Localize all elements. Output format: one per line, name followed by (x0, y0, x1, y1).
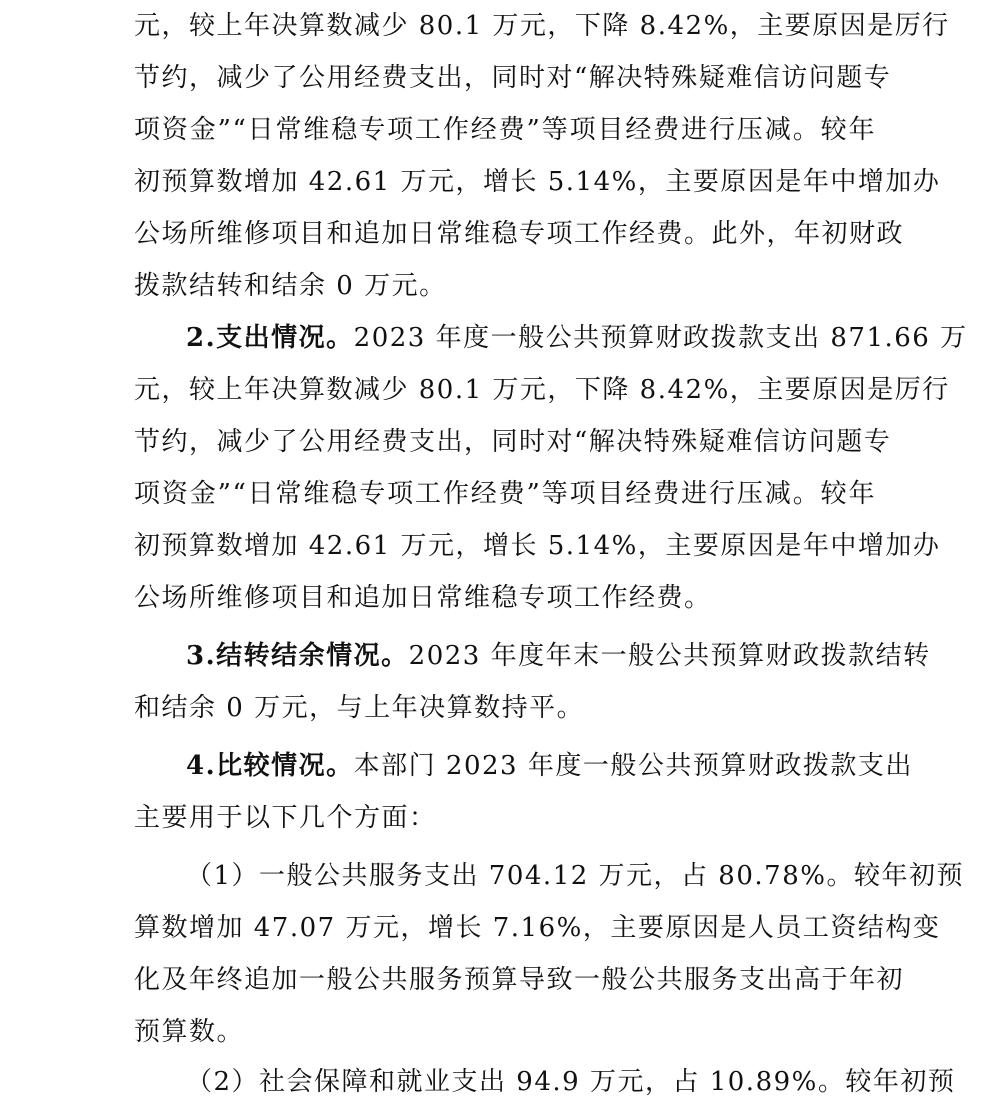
text-line (134, 312, 968, 364)
text-line: 元，较上年决算数减少 80.1 万元，下降 8.42%，主要原因是厉行 (134, 11, 950, 41)
text-line: 项资金”“日常维稳专项工作经费”等项目经费进行压减。较年 (134, 479, 876, 509)
text-line: 公场所维修项目和追加日常维稳专项工作经费。 (134, 583, 712, 613)
text-line: 节约，减少了公用经费支出，同时对“解决特殊疑难信访问题专 (134, 427, 892, 457)
text-line: （2）社会保障和就业支出 94.9 万元，占 10.89%。较年初预 (186, 1067, 956, 1097)
text-line: 预算数。 (134, 1017, 245, 1047)
text-line: 初预算数增加 42.61 万元，增长 5.14%，主要原因是年中增加办 (134, 531, 941, 561)
text-line: 项资金”“日常维稳专项工作经费”等项目经费进行压减。较年 (134, 115, 876, 145)
text-run: 2023 年度一般公共预算财政拨款支出 871.66 万 (353, 323, 968, 353)
text-line (134, 740, 913, 792)
text-line: 初预算数增加 42.61 万元，增长 5.14%，主要原因是年中增加办 (134, 167, 941, 197)
text-line: （1）一般公共服务支出 704.12 万元，占 80.78%。较年初预 (186, 861, 964, 891)
text-line: 公场所维修项目和追加日常维稳专项工作经费。此外，年初财政 (134, 219, 905, 249)
text-line: 主要用于以下几个方面： (134, 803, 437, 833)
text-run: 本部门 2023 年度一般公共预算财政拨款支出 (353, 751, 913, 781)
section-heading-comparison: 4.比较情况。 (186, 751, 354, 781)
text-run: 2023 年度年末一般公共预算财政拨款结转 (408, 641, 931, 671)
text-line: 和结余 0 万元，与上年决算数持平。 (134, 693, 585, 723)
section-heading-carryover: 3.结转结余情况。 (186, 641, 409, 671)
text-line: 化及年终追加一般公共服务预算导致一般公共服务支出高于年初 (134, 965, 905, 995)
text-line (134, 630, 931, 682)
text-line: 节约，减少了公用经费支出，同时对“解决特殊疑难信访问题专 (134, 63, 892, 93)
text-line: 拨款结转和结余 0 万元。 (134, 271, 447, 301)
text-line: 算数增加 47.07 万元，增长 7.16%，主要原因是人员工资结构变 (134, 913, 941, 943)
section-heading-expenditure: 2.支出情况。 (186, 323, 354, 353)
text-line: 元，较上年决算数减少 80.1 万元，下降 8.42%，主要原因是厉行 (134, 375, 950, 405)
